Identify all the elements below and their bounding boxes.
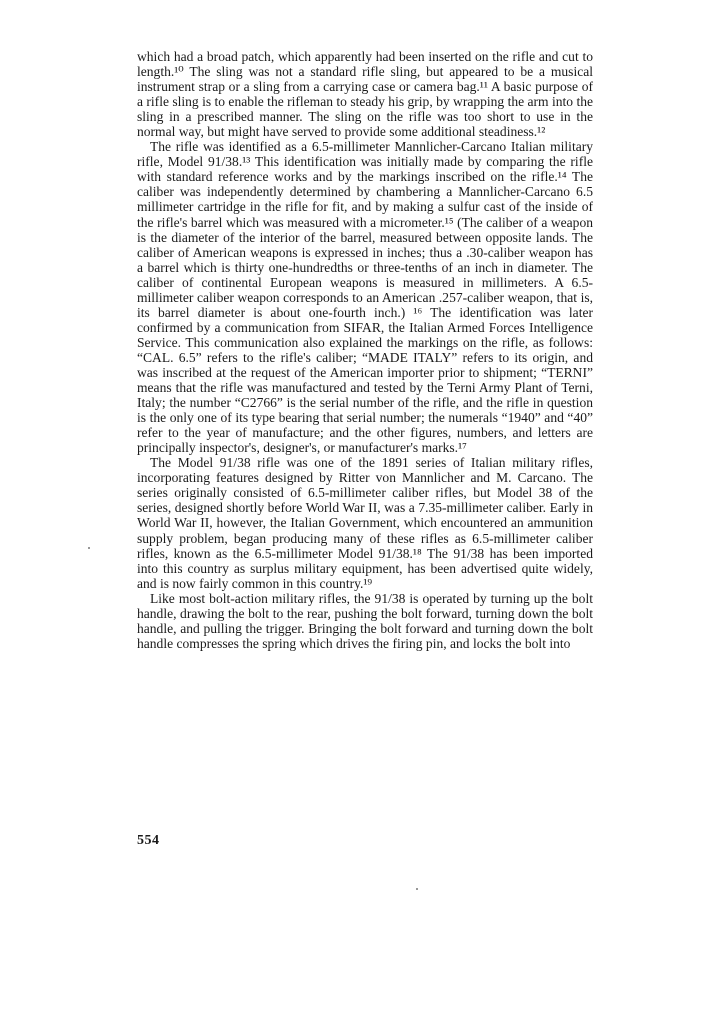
paragraph-rifle-identification: The rifle was identified as a 6.5-millimeter Mannlicher-Carcano Italian military rifle, Model 91/38.¹³ This identification was initially made by comparing the rifle with standard reference works and by the markings inscribed on the rifle.¹⁴ The caliber was independently determined by chambering a Mannlicher-Carcano 6.5 millimeter cartridge in the rifle for fit, and by making a sulfur cast of the inside of the rifle's barrel which was measured with a micrometer.¹⁵ (The caliber of a weapon is the diameter of the interior of the barrel, measured between opposite lands. The caliber of American weapons is expressed in inches; thus a .30-caliber weapon has a barrel which is thirty one-hundredths or three-tenths of an inch in diameter. The caliber of continental European weapons is measured in millimeters. A 6.5-millimeter caliber weapon corresponds to an American .257-caliber weapon, that is, its barrel diameter is about one-fourth inch.) ¹⁶ The identification was later confirmed by a communication from SIFAR, the Italian Armed Forces Intelligence Service. This communication also explained the markings on the rifle, as follows: “CAL. 6.5” refers to the rifle's caliber; “MADE ITALY” refers to its origin, and was inscribed at the request of the American importer prior to shipment; “TERNI” means that the rifle was manufactured and tested by the Terni Army Plant of Terni, Italy; the number “C2766” is the serial number of the rifle, and the rifle in question is the only one of its type bearing that serial number; the numerals “1940” and “40” refer to the year of manufacture; and the other figures, numbers, and letters are principally inspector's, designer's, or manufacturer's marks.¹⁷ xyxy=(137,139,593,456)
scan-speck xyxy=(88,547,90,549)
page-number: 554 xyxy=(137,833,160,848)
body-text xyxy=(137,49,593,651)
scan-speck xyxy=(416,888,418,890)
paragraph-bolt-action-operation: Like most bolt-action military rifles, the 91/38 is operated by turning up the bolt handle, drawing the bolt to the rear, pushing the bolt forward, turning down the bolt handle, and pulling the trigger. Bringing the bolt forward and turning down the bolt handle compresses the spring which drives the firing pin, and locks the bolt into xyxy=(137,590,593,651)
paragraph-sling-continuation: which had a broad patch, which apparently had been inserted on the rifle and cut to length.¹⁰ The sling was not a standard rifle sling, but appeared to be a musical instrument strap or a sling from a carrying case or camera bag.¹¹ A basic purpose of a rifle sling is to enable the rifleman to steady his grip, by wrapping the arm into the sling in a prescribed manner. The sling on the rifle was too short to use in the normal way, but might have served to provide some additional steadiness.¹² xyxy=(137,49,593,140)
paragraph-model-91-38-history: The Model 91/38 rifle was one of the 1891 series of Italian military rifles, incorporating features designed by Ritter von Mannlicher and M. Carcano. The series originally consisted of 6.5-millimeter caliber rifles, but Model 38 of the series, designed shortly before World War II, was a 7.35-millimeter caliber. Early in World War II, however, the Italian Government, which encountered an ammunition supply problem, began producing many of these rifles as 6.5-millimeter caliber rifles, known as the 6.5-millimeter Model 91/38.¹⁸ The 91/38 has been imported into this country as surplus military equipment, has been advertised quite widely, and is now fairly common in this country.¹⁹ xyxy=(137,455,593,591)
